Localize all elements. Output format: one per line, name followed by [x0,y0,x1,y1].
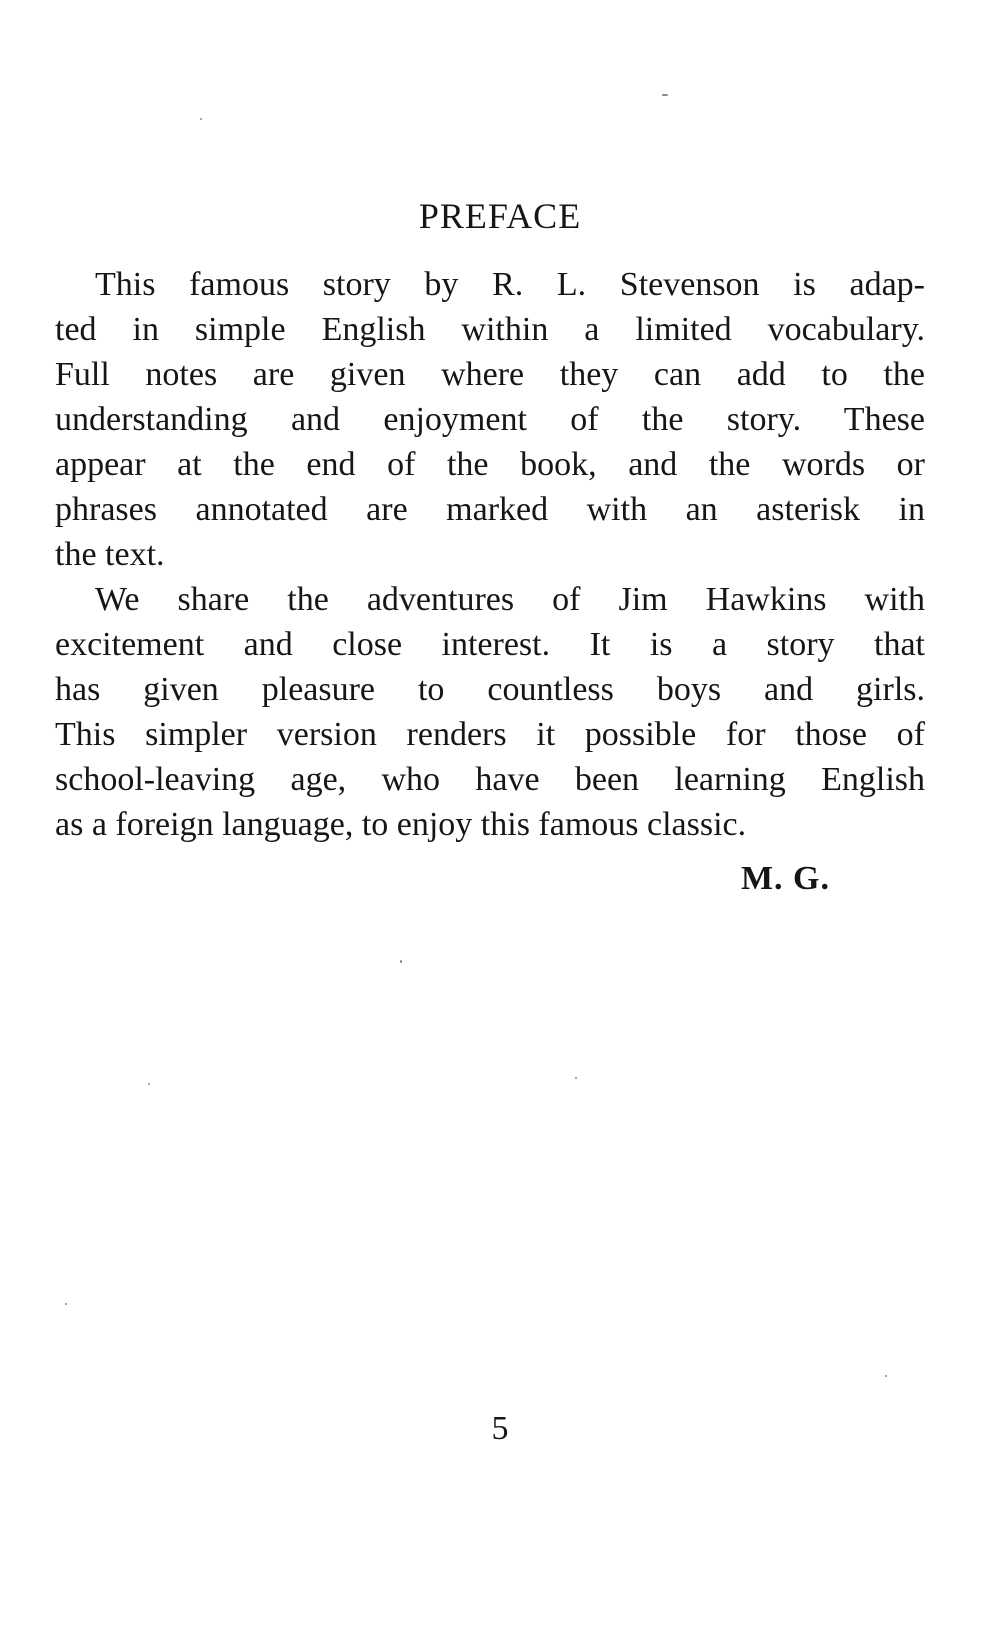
text-line: understanding and enjoyment of the story. These [55,401,925,438]
page-number: 5 [491,1410,509,1447]
text-line: ted in simple English within a limited vocabulary. [55,311,925,348]
text-line: the text. [55,536,165,573]
scan-speck [148,1083,150,1085]
text-line: phrases annotated are marked with an asterisk in [55,491,925,528]
text-line: We share the adventures of Jim Hawkins with [95,581,925,618]
text-line: This simpler version renders it possible for those of [55,716,925,753]
scan-speck [400,960,402,963]
page-title: PREFACE [418,196,582,236]
text-line: has given pleasure to countless boys and girls. [55,671,925,708]
text-line: school-leaving age, who have been learning English [55,761,925,798]
author-signature: M. G. [740,860,830,897]
text-line: Full notes are given where they can add to the [55,356,925,393]
text-line: excitement and close interest. It is a story that [55,626,925,663]
scan-speck [65,1303,67,1305]
scan-speck [885,1375,887,1377]
text-line: This famous story by R. L. Stevenson is adap- [95,266,925,303]
text-line: appear at the end of the book, and the words or [55,446,925,483]
scan-speck [662,94,668,96]
scan-speck [200,118,202,120]
text-line: as a foreign language, to enjoy this famous classic. [55,806,747,843]
scan-speck [575,1077,577,1079]
